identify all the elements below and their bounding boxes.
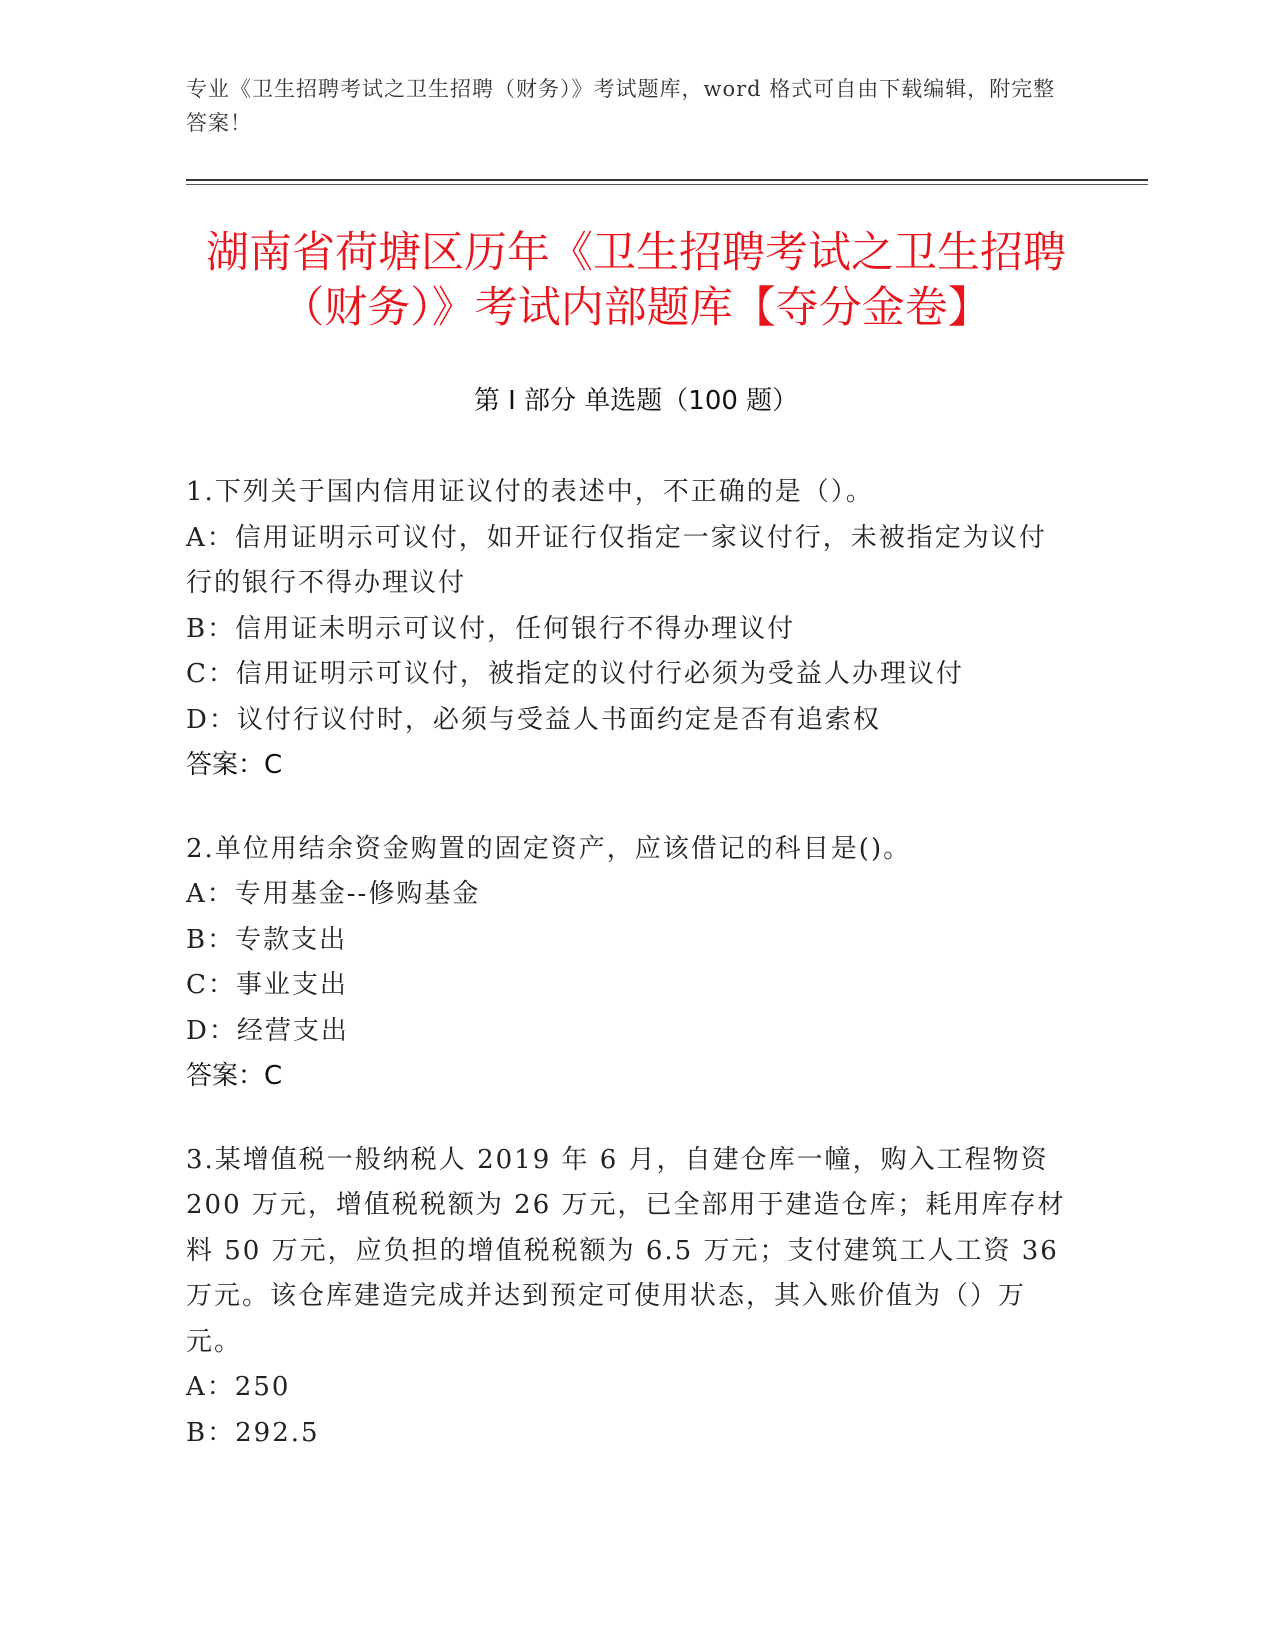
question-stem: 2.单位用结余资金购置的固定资产，应该借记的科目是()。: [186, 833, 912, 864]
question-list: [186, 470, 1066, 1494]
question-1: [186, 470, 1066, 789]
document-title: 湖南省荷塘区历年《卫生招聘考试之卫生招聘（财务）》考试内部题库【夺分金卷】: [206, 228, 1066, 333]
option-a: A：信用证明示可议付，如开证行仅指定一家议付行，未被指定为议付行的银行不得办理议付: [186, 522, 1047, 598]
option-b: B：292.5: [186, 1417, 320, 1448]
section-heading: 第 I 部分 单选题（100 题）: [473, 386, 799, 416]
header-divider: [186, 179, 1148, 181]
option-a: A：专用基金--修购基金: [186, 879, 481, 909]
question-2: [186, 827, 1066, 1100]
option-d: D：经营支出: [186, 1015, 349, 1046]
question-stem: 1.下列关于国内信用证议付的表述中，不正确的是（）。: [186, 477, 874, 507]
option-c: C：信用证明示可议付，被指定的议付行必须为受益人办理议付: [186, 659, 964, 689]
option-b: B：专款支出: [186, 924, 348, 955]
header-note: 专业《卫生招聘考试之卫生招聘（财务）》考试题库，word 格式可自由下载编辑，附完整答案！: [186, 77, 1056, 135]
answer: 答案：C: [186, 750, 283, 780]
option-a: A：250: [186, 1372, 291, 1402]
header-divider-thin: [186, 184, 1148, 185]
question-3: [186, 1138, 1066, 1457]
option-c: C：事业支出: [186, 970, 348, 1000]
option-d: D：议付行议付时，必须与受益人书面约定是否有追索权: [186, 704, 881, 735]
option-b: B：信用证未明示可议付，任何银行不得办理议付: [186, 613, 796, 644]
answer: 答案：C: [186, 1061, 283, 1091]
question-stem: 3.某增值税一般纳税人 2019 年 6 月，自建仓库一幢，购入工程物资 200 万元，增值税税额为 26 万元，已全部用于建造仓库；耗用库存材料 50 万元，应负担的增值税税额为 6.5 万元；支付建筑工人工资 36 万元。该仓库建造完成并达到预定可使用状态，其入账价值为（）万元。: [186, 1144, 1066, 1357]
